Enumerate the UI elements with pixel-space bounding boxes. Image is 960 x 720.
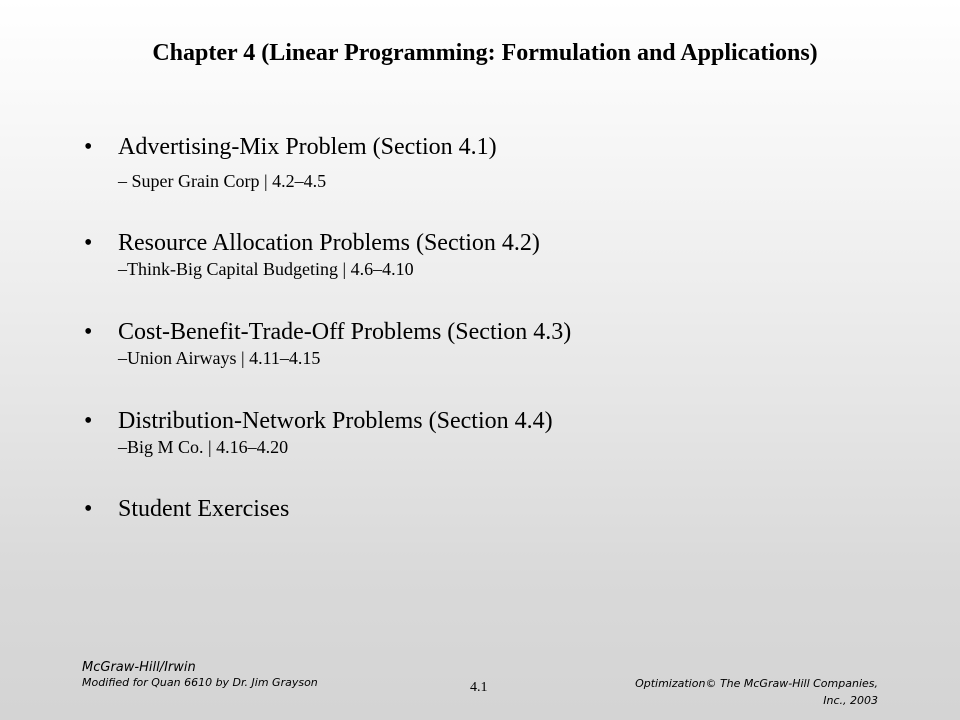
sub-bullet-label: – Super Grain Corp | 4.2–4.5 <box>118 171 327 191</box>
page-number: 4.1 <box>470 680 488 695</box>
bullet-label: Resource Allocation Problems (Section 4.2) <box>118 230 540 256</box>
slide-title: Chapter 4 (Linear Programming: Formulation and Applications) <box>152 40 818 66</box>
sub-bullet-label: –Think-Big Capital Budgeting | 4.6–4.10 <box>118 259 414 279</box>
list-item <box>80 228 540 280</box>
list-item <box>80 132 497 192</box>
footer-modified-by: Modified for Quan 6610 by Dr. Jim Grayson <box>82 676 318 689</box>
list-item <box>80 406 553 458</box>
bullet-label: Student Exercises <box>118 496 290 522</box>
sub-bullet-label: –Union Airways | 4.11–4.15 <box>118 348 321 368</box>
sub-bullet-label: –Big M Co. | 4.16–4.20 <box>118 437 289 457</box>
bullet-label: Advertising-Mix Problem (Section 4.1) <box>118 134 497 160</box>
footer-copyright-line1: Optimization© The McGraw-Hill Companies, <box>635 677 878 690</box>
list-item <box>80 494 289 524</box>
footer-copyright <box>558 675 878 709</box>
bullet-icon: • <box>84 408 93 434</box>
list-item <box>80 317 571 369</box>
footer-credits <box>82 660 318 690</box>
footer-publisher: McGraw-Hill/Irwin <box>82 660 196 675</box>
bullet-icon: • <box>84 230 93 256</box>
bullet-label: Cost-Benefit-Trade-Off Problems (Section 4.3) <box>118 319 572 345</box>
bullet-icon: • <box>84 134 93 160</box>
bullet-label: Distribution-Network Problems (Section 4.4) <box>118 408 553 434</box>
bullet-icon: • <box>84 496 93 522</box>
bullet-icon: • <box>84 319 93 345</box>
footer-copyright-line2: Inc., 2003 <box>823 694 878 707</box>
